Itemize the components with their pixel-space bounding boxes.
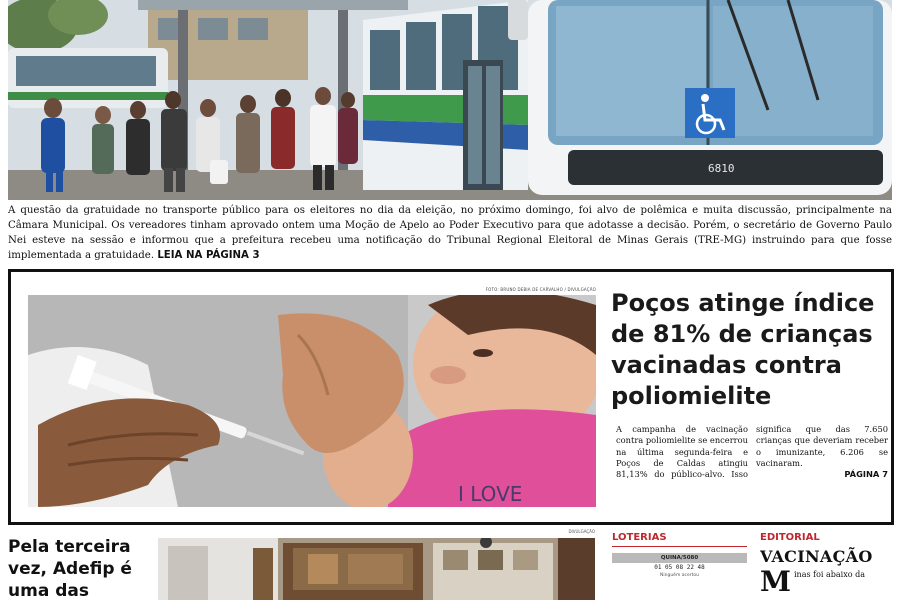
vaccination-photo bbox=[28, 295, 596, 507]
lottery-numbers: 01 05 08 22 48 bbox=[654, 564, 705, 571]
editorial-box bbox=[760, 531, 895, 600]
vaccination-illustration bbox=[28, 295, 596, 507]
top-story-caption bbox=[8, 203, 892, 265]
feature-headline[interactable]: Poços atinge índice de 81% de crianças vacinadas contra poliomielite bbox=[611, 289, 875, 410]
editorial-body bbox=[760, 565, 895, 598]
adefip-photo bbox=[158, 538, 595, 600]
editorial-body-text: inas foi abaixo da bbox=[794, 570, 865, 579]
shirt-text: I LOVE bbox=[458, 482, 523, 506]
bottom-photo-credit: DIVULGAÇÃO bbox=[568, 529, 595, 534]
featured-story-box bbox=[8, 269, 894, 525]
feature-read-more[interactable]: PÁGINA 7 bbox=[844, 469, 888, 480]
bus-terminal-photo bbox=[8, 0, 892, 200]
editorial-title[interactable]: VACINAÇÃO bbox=[760, 547, 873, 566]
loterias-divider bbox=[612, 546, 747, 547]
feature-body bbox=[616, 424, 888, 504]
loterias-box bbox=[612, 531, 747, 600]
top-story-caption-text: A questão da gratuidade no transporte público para os eleitores no dia da eleição, no próximo domingo, foi alvo de polêmica e muita discussão, principalmente na Câmara Municipal. Os vereadores tinham aprovado ontem uma Moção de Apelo ao Poder Executivo para que adotasse a decisão. Porém, o secretário de Governo Paulo Nei esteve na sessão e informou que a prefeitura recebeu uma notificação do Tribunal Regional Eleitoral de Minas Gerais (TRE-MG) instruindo para que fosse implementada a gratuidade. bbox=[8, 205, 892, 261]
top-story-read-more[interactable]: LEIA NA PÁGINA 3 bbox=[157, 250, 260, 261]
bus-number-text: 6810 bbox=[708, 162, 735, 175]
adefip-illustration bbox=[158, 538, 595, 600]
editorial-label: EDITORIAL bbox=[760, 532, 820, 543]
feature-body-text: A campanha de vacinação contra poliomielite se encerrou na última segunda-feira e Poços de Caldas atingiu 81,13% do público-alvo. Isso significa que das 7.650 crianças que deveriam receber o imunizante, 6.206 se vacinaram. bbox=[616, 424, 888, 480]
lottery-game-name: QUINA/5080 bbox=[612, 553, 747, 563]
loterias-label: LOTERIAS bbox=[612, 532, 667, 543]
adefip-headline[interactable]: Pela terceira vez, Adefip é uma das bbox=[8, 537, 132, 600]
editorial-drop-cap: M bbox=[760, 565, 791, 598]
bus-terminal-illustration bbox=[8, 0, 892, 200]
feature-photo-credit: FOTO: BRUNO DEBIA DE CARVALHO / DIVULGAÇÃO bbox=[485, 287, 596, 292]
lottery-note: Ninguém acertou bbox=[660, 573, 699, 578]
